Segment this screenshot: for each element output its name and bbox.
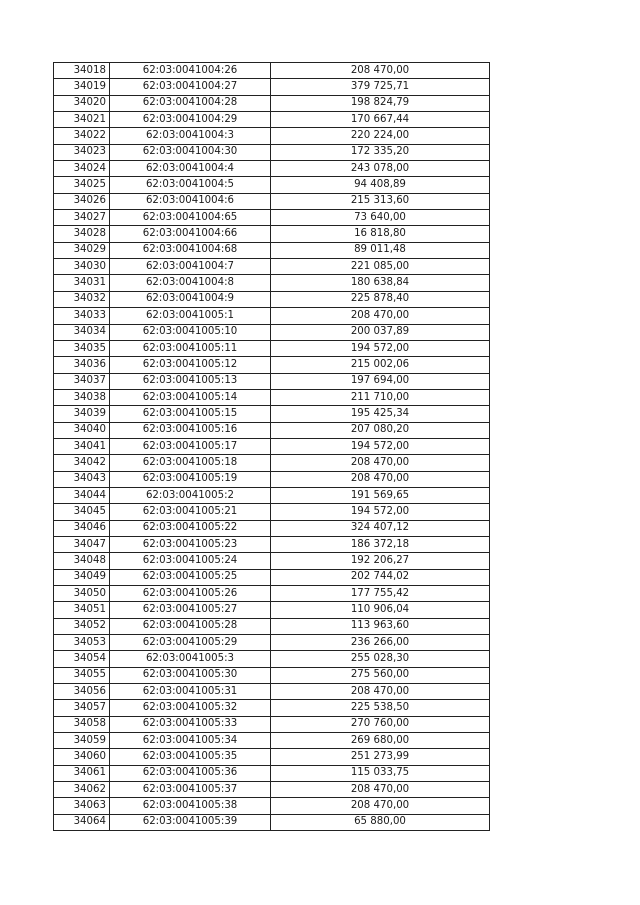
table-row bbox=[54, 553, 490, 569]
table-row bbox=[54, 275, 490, 291]
row-number-cell: 34042 bbox=[54, 455, 110, 471]
table-row bbox=[54, 471, 490, 487]
cadastral-value-cell: 200 037,89 bbox=[271, 324, 490, 340]
cadastral-value-cell: 197 694,00 bbox=[271, 373, 490, 389]
row-number-cell: 34034 bbox=[54, 324, 110, 340]
row-number-cell: 34036 bbox=[54, 357, 110, 373]
row-number-cell: 34049 bbox=[54, 569, 110, 585]
cadastral-value-cell: 251 273,99 bbox=[271, 749, 490, 765]
table-body bbox=[54, 63, 490, 831]
row-number-cell: 34055 bbox=[54, 667, 110, 683]
cadastral-number-cell: 62:03:0041005:25 bbox=[110, 569, 271, 585]
cadastral-number-cell: 62:03:0041005:24 bbox=[110, 553, 271, 569]
row-number-cell: 34064 bbox=[54, 814, 110, 830]
cadastral-number-cell: 62:03:0041005:29 bbox=[110, 635, 271, 651]
cadastral-value-cell: 255 028,30 bbox=[271, 651, 490, 667]
table-row bbox=[54, 422, 490, 438]
table-row bbox=[54, 487, 490, 503]
cadastral-number-cell: 62:03:0041004:5 bbox=[110, 177, 271, 193]
cadastral-number-cell: 62:03:0041005:32 bbox=[110, 700, 271, 716]
cadastral-number-cell: 62:03:0041005:39 bbox=[110, 814, 271, 830]
row-number-cell: 34039 bbox=[54, 406, 110, 422]
row-number-cell: 34050 bbox=[54, 586, 110, 602]
cadastral-number-cell: 62:03:0041004:28 bbox=[110, 95, 271, 111]
cadastral-value-cell: 215 313,60 bbox=[271, 193, 490, 209]
row-number-cell: 34058 bbox=[54, 716, 110, 732]
cadastral-number-cell: 62:03:0041005:1 bbox=[110, 308, 271, 324]
cadastral-number-cell: 62:03:0041005:34 bbox=[110, 733, 271, 749]
cadastral-number-cell: 62:03:0041004:65 bbox=[110, 210, 271, 226]
row-number-cell: 34032 bbox=[54, 291, 110, 307]
cadastral-number-cell: 62:03:0041004:66 bbox=[110, 226, 271, 242]
table-row bbox=[54, 684, 490, 700]
table-row bbox=[54, 226, 490, 242]
cadastral-number-cell: 62:03:0041005:17 bbox=[110, 438, 271, 454]
cadastral-number-cell: 62:03:0041004:30 bbox=[110, 144, 271, 160]
cadastral-number-cell: 62:03:0041005:14 bbox=[110, 389, 271, 405]
cadastral-value-cell: 225 878,40 bbox=[271, 291, 490, 307]
row-number-cell: 34037 bbox=[54, 373, 110, 389]
row-number-cell: 34035 bbox=[54, 340, 110, 356]
cadastral-number-cell: 62:03:0041004:7 bbox=[110, 259, 271, 275]
table-row bbox=[54, 635, 490, 651]
row-number-cell: 34045 bbox=[54, 504, 110, 520]
row-number-cell: 34028 bbox=[54, 226, 110, 242]
cadastral-number-cell: 62:03:0041004:27 bbox=[110, 79, 271, 95]
table-row bbox=[54, 112, 490, 128]
cadastral-value-cell: 208 470,00 bbox=[271, 455, 490, 471]
cadastral-value-cell: 215 002,06 bbox=[271, 357, 490, 373]
row-number-cell: 34043 bbox=[54, 471, 110, 487]
cadastral-value-cell: 195 425,34 bbox=[271, 406, 490, 422]
row-number-cell: 34018 bbox=[54, 63, 110, 79]
cadastral-value-cell: 208 470,00 bbox=[271, 782, 490, 798]
cadastral-value-table bbox=[53, 62, 490, 831]
cadastral-value-cell: 202 744,02 bbox=[271, 569, 490, 585]
table-row bbox=[54, 814, 490, 830]
row-number-cell: 34024 bbox=[54, 161, 110, 177]
cadastral-value-cell: 275 560,00 bbox=[271, 667, 490, 683]
cadastral-value-cell: 208 470,00 bbox=[271, 308, 490, 324]
table-row bbox=[54, 749, 490, 765]
row-number-cell: 34027 bbox=[54, 210, 110, 226]
cadastral-value-cell: 208 470,00 bbox=[271, 471, 490, 487]
table-row bbox=[54, 782, 490, 798]
cadastral-value-cell: 207 080,20 bbox=[271, 422, 490, 438]
cadastral-number-cell: 62:03:0041004:8 bbox=[110, 275, 271, 291]
cadastral-value-cell: 89 011,48 bbox=[271, 242, 490, 258]
cadastral-value-cell: 177 755,42 bbox=[271, 586, 490, 602]
row-number-cell: 34061 bbox=[54, 765, 110, 781]
cadastral-value-cell: 194 572,00 bbox=[271, 340, 490, 356]
row-number-cell: 34033 bbox=[54, 308, 110, 324]
cadastral-value-cell: 208 470,00 bbox=[271, 63, 490, 79]
cadastral-number-cell: 62:03:0041005:13 bbox=[110, 373, 271, 389]
cadastral-number-cell: 62:03:0041005:23 bbox=[110, 536, 271, 552]
table-row bbox=[54, 161, 490, 177]
row-number-cell: 34052 bbox=[54, 618, 110, 634]
row-number-cell: 34031 bbox=[54, 275, 110, 291]
table-row bbox=[54, 700, 490, 716]
cadastral-value-cell: 270 760,00 bbox=[271, 716, 490, 732]
cadastral-number-cell: 62:03:0041005:11 bbox=[110, 340, 271, 356]
row-number-cell: 34048 bbox=[54, 553, 110, 569]
table-row bbox=[54, 95, 490, 111]
table-row bbox=[54, 504, 490, 520]
cadastral-value-cell: 225 538,50 bbox=[271, 700, 490, 716]
cadastral-number-cell: 62:03:0041005:31 bbox=[110, 684, 271, 700]
cadastral-value-cell: 186 372,18 bbox=[271, 536, 490, 552]
cadastral-value-cell: 236 266,00 bbox=[271, 635, 490, 651]
table-row bbox=[54, 651, 490, 667]
cadastral-value-cell: 170 667,44 bbox=[271, 112, 490, 128]
table-row bbox=[54, 438, 490, 454]
cadastral-value-cell: 115 033,75 bbox=[271, 765, 490, 781]
cadastral-number-cell: 62:03:0041005:26 bbox=[110, 586, 271, 602]
table-row bbox=[54, 406, 490, 422]
table-row bbox=[54, 733, 490, 749]
row-number-cell: 34041 bbox=[54, 438, 110, 454]
cadastral-number-cell: 62:03:0041005:22 bbox=[110, 520, 271, 536]
table-row bbox=[54, 716, 490, 732]
row-number-cell: 34021 bbox=[54, 112, 110, 128]
row-number-cell: 34056 bbox=[54, 684, 110, 700]
cadastral-value-cell: 243 078,00 bbox=[271, 161, 490, 177]
cadastral-number-cell: 62:03:0041005:16 bbox=[110, 422, 271, 438]
row-number-cell: 34023 bbox=[54, 144, 110, 160]
cadastral-number-cell: 62:03:0041004:3 bbox=[110, 128, 271, 144]
table-row bbox=[54, 602, 490, 618]
cadastral-number-cell: 62:03:0041005:27 bbox=[110, 602, 271, 618]
row-number-cell: 34026 bbox=[54, 193, 110, 209]
table-row bbox=[54, 569, 490, 585]
table-row bbox=[54, 667, 490, 683]
table-row bbox=[54, 79, 490, 95]
row-number-cell: 34057 bbox=[54, 700, 110, 716]
cadastral-number-cell: 62:03:0041005:36 bbox=[110, 765, 271, 781]
row-number-cell: 34019 bbox=[54, 79, 110, 95]
table-row bbox=[54, 177, 490, 193]
table-row bbox=[54, 242, 490, 258]
row-number-cell: 34047 bbox=[54, 536, 110, 552]
cadastral-value-cell: 194 572,00 bbox=[271, 504, 490, 520]
cadastral-value-cell: 269 680,00 bbox=[271, 733, 490, 749]
row-number-cell: 34060 bbox=[54, 749, 110, 765]
row-number-cell: 34051 bbox=[54, 602, 110, 618]
cadastral-number-cell: 62:03:0041005:3 bbox=[110, 651, 271, 667]
table-row bbox=[54, 308, 490, 324]
cadastral-value-cell: 221 085,00 bbox=[271, 259, 490, 275]
table-row bbox=[54, 357, 490, 373]
cadastral-number-cell: 62:03:0041004:29 bbox=[110, 112, 271, 128]
table-row bbox=[54, 210, 490, 226]
row-number-cell: 34038 bbox=[54, 389, 110, 405]
cadastral-value-cell: 192 206,27 bbox=[271, 553, 490, 569]
cadastral-number-cell: 62:03:0041005:35 bbox=[110, 749, 271, 765]
row-number-cell: 34030 bbox=[54, 259, 110, 275]
table-row bbox=[54, 63, 490, 79]
cadastral-value-cell: 113 963,60 bbox=[271, 618, 490, 634]
table-row bbox=[54, 291, 490, 307]
cadastral-number-cell: 62:03:0041005:2 bbox=[110, 487, 271, 503]
row-number-cell: 34029 bbox=[54, 242, 110, 258]
cadastral-value-cell: 208 470,00 bbox=[271, 684, 490, 700]
cadastral-value-cell: 191 569,65 bbox=[271, 487, 490, 503]
cadastral-number-cell: 62:03:0041004:6 bbox=[110, 193, 271, 209]
row-number-cell: 34020 bbox=[54, 95, 110, 111]
cadastral-number-cell: 62:03:0041004:4 bbox=[110, 161, 271, 177]
table-row bbox=[54, 455, 490, 471]
cadastral-value-cell: 208 470,00 bbox=[271, 798, 490, 814]
row-number-cell: 34054 bbox=[54, 651, 110, 667]
cadastral-number-cell: 62:03:0041005:38 bbox=[110, 798, 271, 814]
cadastral-number-cell: 62:03:0041005:28 bbox=[110, 618, 271, 634]
table-row bbox=[54, 144, 490, 160]
cadastral-value-cell: 16 818,80 bbox=[271, 226, 490, 242]
table-row bbox=[54, 798, 490, 814]
row-number-cell: 34044 bbox=[54, 487, 110, 503]
cadastral-value-cell: 220 224,00 bbox=[271, 128, 490, 144]
row-number-cell: 34040 bbox=[54, 422, 110, 438]
cadastral-value-cell: 194 572,00 bbox=[271, 438, 490, 454]
table-row bbox=[54, 536, 490, 552]
cadastral-number-cell: 62:03:0041005:19 bbox=[110, 471, 271, 487]
table-row bbox=[54, 520, 490, 536]
cadastral-number-cell: 62:03:0041004:68 bbox=[110, 242, 271, 258]
cadastral-value-cell: 65 880,00 bbox=[271, 814, 490, 830]
cadastral-value-cell: 180 638,84 bbox=[271, 275, 490, 291]
cadastral-value-cell: 172 335,20 bbox=[271, 144, 490, 160]
row-number-cell: 34063 bbox=[54, 798, 110, 814]
table-row bbox=[54, 193, 490, 209]
row-number-cell: 34059 bbox=[54, 733, 110, 749]
cadastral-value-cell: 110 906,04 bbox=[271, 602, 490, 618]
table-row bbox=[54, 586, 490, 602]
cadastral-number-cell: 62:03:0041005:37 bbox=[110, 782, 271, 798]
cadastral-value-cell: 73 640,00 bbox=[271, 210, 490, 226]
table-row bbox=[54, 618, 490, 634]
cadastral-value-cell: 379 725,71 bbox=[271, 79, 490, 95]
table-row bbox=[54, 389, 490, 405]
row-number-cell: 34053 bbox=[54, 635, 110, 651]
table-row bbox=[54, 373, 490, 389]
cadastral-number-cell: 62:03:0041005:33 bbox=[110, 716, 271, 732]
cadastral-number-cell: 62:03:0041004:9 bbox=[110, 291, 271, 307]
cadastral-number-cell: 62:03:0041005:21 bbox=[110, 504, 271, 520]
cadastral-number-cell: 62:03:0041004:26 bbox=[110, 63, 271, 79]
row-number-cell: 34046 bbox=[54, 520, 110, 536]
table-row bbox=[54, 128, 490, 144]
row-number-cell: 34022 bbox=[54, 128, 110, 144]
cadastral-value-cell: 211 710,00 bbox=[271, 389, 490, 405]
cadastral-number-cell: 62:03:0041005:30 bbox=[110, 667, 271, 683]
table-row bbox=[54, 340, 490, 356]
table-row bbox=[54, 765, 490, 781]
table-row bbox=[54, 324, 490, 340]
cadastral-value-cell: 198 824,79 bbox=[271, 95, 490, 111]
cadastral-number-cell: 62:03:0041005:18 bbox=[110, 455, 271, 471]
cadastral-number-cell: 62:03:0041005:12 bbox=[110, 357, 271, 373]
cadastral-number-cell: 62:03:0041005:10 bbox=[110, 324, 271, 340]
row-number-cell: 34062 bbox=[54, 782, 110, 798]
row-number-cell: 34025 bbox=[54, 177, 110, 193]
cadastral-number-cell: 62:03:0041005:15 bbox=[110, 406, 271, 422]
table-row bbox=[54, 259, 490, 275]
cadastral-value-cell: 324 407,12 bbox=[271, 520, 490, 536]
cadastral-value-cell: 94 408,89 bbox=[271, 177, 490, 193]
